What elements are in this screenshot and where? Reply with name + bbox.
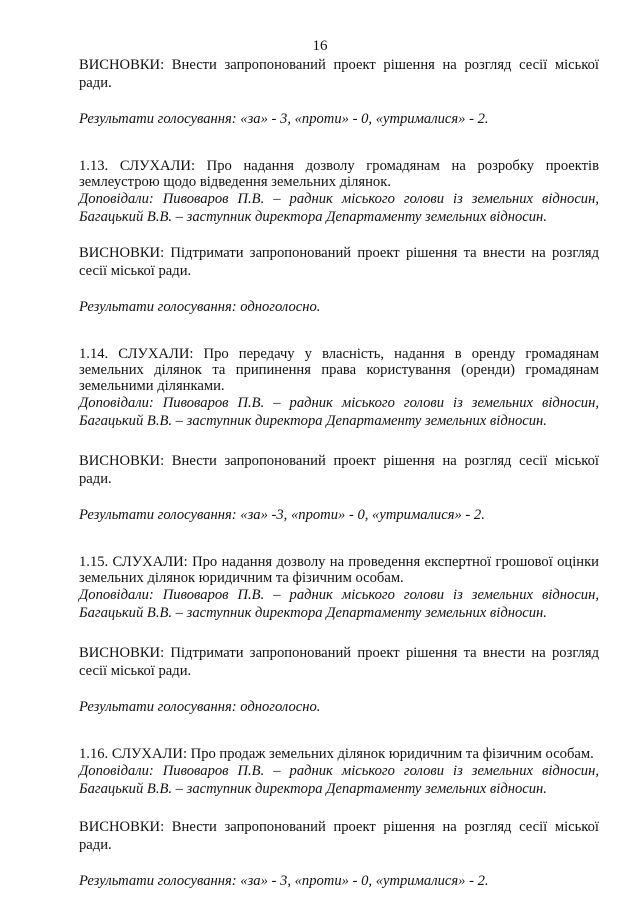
item-conclusion-1-15: ВИСНОВКИ: Підтримати запропонований проект рішення та внести на розгляд сесії міської ради. — [79, 645, 599, 679]
item-speakers-1-16: Доповідали: Пивоваров П.В. – радник міського голови із земельних відносин, Багацький В.В. – заступник директора Департаменту земельних відносин. — [79, 763, 599, 797]
item-heard-1-14: 1.14. СЛУХАЛИ: Про передачу у власність, надання в оренду громадянам земельних ділянок та припинення права користування (оренди) громадянам земельними ділянками. — [79, 346, 599, 394]
conclusion-text: ВИСНОВКИ: Внести запропонований проект рішення на розгляд сесії міської ради. — [79, 57, 599, 91]
protocol-content — [79, 56, 599, 890]
item-conclusion-1-16: ВИСНОВКИ: Внести запропонований проект рішення на розгляд сесії міської ради. — [79, 819, 599, 853]
item-vote-1-14: Результати голосування: «за» -3, «проти» - 0, «утрималися» - 2. — [79, 507, 485, 523]
page-number: 16 — [312, 38, 328, 54]
item-speakers-1-14: Доповідали: Пивоваров П.В. – радник міського голови із земельних відносин, Багацький В.В. – заступник директора Департаменту земельних відносин. — [79, 395, 599, 429]
vote-result: Результати голосування: «за» - 3, «проти» - 0, «утрималися» - 2. — [79, 111, 489, 127]
item-vote-1-16: Результати голосування: «за» - 3, «проти» - 0, «утрималися» - 2. — [79, 873, 489, 889]
item-vote-1-13: Результати голосування: одноголосно. — [79, 299, 321, 315]
item-speakers-1-13: Доповідали: Пивоваров П.В. – радник міського голови із земельних відносин, Багацький В.В. – заступник директора Департаменту земельних відносин. — [79, 191, 599, 225]
item-vote-1-15: Результати голосування: одноголосно. — [79, 699, 321, 715]
item-conclusion-1-14: ВИСНОВКИ: Внести запропонований проект рішення на розгляд сесії міської ради. — [79, 453, 599, 487]
item-heard-1-13: 1.13. СЛУХАЛИ: Про надання дозволу громадянам на розробку проектів землеустрою щодо відведення земельних ділянок. — [79, 158, 599, 190]
item-speakers-1-15: Доповідали: Пивоваров П.В. – радник міського голови із земельних відносин, Багацький В.В. – заступник директора Департаменту земельних відносин. — [79, 587, 599, 621]
item-heard-1-15: 1.15. СЛУХАЛИ: Про надання дозволу на проведення експертної грошової оцінки земельних ділянок юридичним та фізичним особам. — [79, 554, 599, 586]
item-heard-1-16: 1.16. СЛУХАЛИ: Про продаж земельних ділянок юридичним та фізичним особам. — [79, 746, 594, 762]
item-conclusion-1-13: ВИСНОВКИ: Підтримати запропонований проект рішення та внести на розгляд сесії міської ради. — [79, 245, 599, 279]
